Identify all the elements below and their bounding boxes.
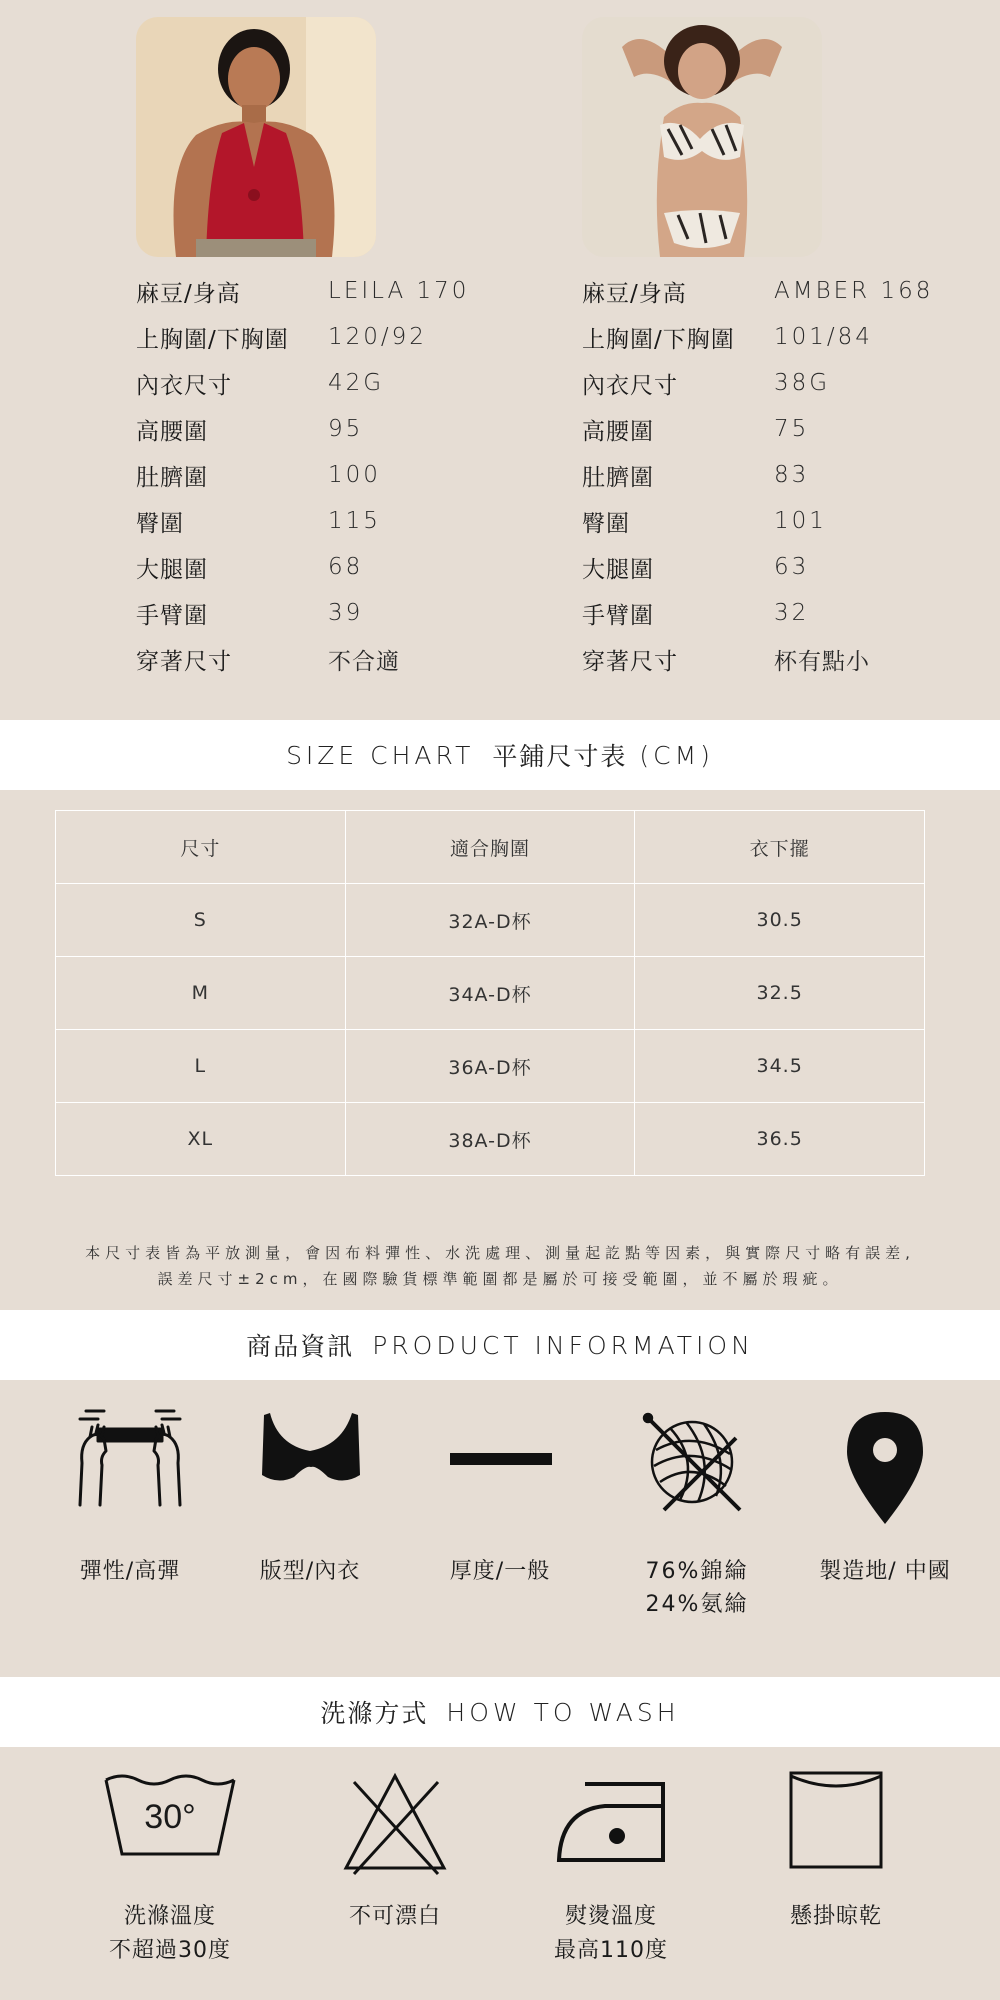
measure-row xyxy=(582,544,933,590)
measure-value: 101 xyxy=(774,508,827,534)
label-line: 版型/內衣 xyxy=(259,1559,361,1584)
measure-value: 杯有點小 xyxy=(774,648,870,675)
wash-label-iron xyxy=(511,1900,711,1968)
wash-tub-icon xyxy=(102,1770,238,1864)
size-chart-heading-zh: 平鋪尺寸表 xyxy=(492,742,628,771)
measure-row xyxy=(582,406,933,452)
model-measurements-amber xyxy=(582,268,933,682)
measure-row xyxy=(136,498,469,544)
measure-row xyxy=(582,590,933,636)
product-info-label-type xyxy=(210,1555,410,1588)
how-to-wash-heading xyxy=(0,1677,1000,1747)
product-info-heading-zh: 商品資訊 xyxy=(246,1332,355,1361)
measure-label: 麻豆/身高 xyxy=(136,280,241,307)
label-line: 製造地/ 中國 xyxy=(819,1559,951,1584)
table-row xyxy=(56,884,925,957)
product-info-heading xyxy=(0,1310,1000,1380)
product-info-label-elasticity xyxy=(30,1555,230,1588)
yarn-ball-icon xyxy=(640,1410,750,1524)
measure-value: 42G xyxy=(328,370,385,396)
stretch-hands-icon xyxy=(70,1405,190,1519)
measure-row xyxy=(136,360,469,406)
measure-value: 100 xyxy=(328,462,381,488)
size-chart-heading xyxy=(0,720,1000,790)
measure-value: LEILA 170 xyxy=(328,278,470,304)
measure-value: 83 xyxy=(774,462,810,488)
measure-row xyxy=(582,498,933,544)
table-row xyxy=(56,1030,925,1103)
measure-label: 肚臍圍 xyxy=(582,464,654,491)
measure-value: 68 xyxy=(328,554,364,580)
table-cell: 34.5 xyxy=(635,1030,925,1103)
bra-icon xyxy=(258,1405,364,1499)
measure-row xyxy=(582,268,933,314)
measure-row xyxy=(136,268,469,314)
label-line: 厚度/一般 xyxy=(449,1559,551,1584)
product-info-heading-en: PRODUCT INFORMATION xyxy=(372,1330,754,1360)
measure-label: 穿著尺寸 xyxy=(582,648,678,675)
iron-icon xyxy=(555,1780,667,1870)
no-bleach-icon xyxy=(340,1770,450,1880)
measure-label: 上胸圍/下胸圍 xyxy=(582,326,735,353)
location-pin-icon xyxy=(845,1410,925,1529)
product-info-label-material xyxy=(597,1555,797,1621)
measure-label: 大腿圍 xyxy=(136,556,208,583)
label-line: 洗滌溫度 xyxy=(123,1904,216,1929)
table-cell: 32.5 xyxy=(635,957,925,1030)
label-line: 不可漂白 xyxy=(348,1904,441,1929)
label-line: 最高110度 xyxy=(554,1938,668,1963)
product-info-label-origin xyxy=(785,1555,985,1588)
measure-value: 38G xyxy=(774,370,831,396)
measure-value: 75 xyxy=(774,416,810,442)
table-cell: XL xyxy=(56,1103,346,1176)
product-info-label-thickness xyxy=(400,1555,600,1588)
note-line: 誤差尺寸±2cm，在國際驗貨標準範圍都是屬於可接受範圍，並不屬於瑕疵。 xyxy=(157,1270,843,1288)
measure-row xyxy=(582,452,933,498)
label-line: 懸掛晾乾 xyxy=(789,1904,882,1929)
measurement-note xyxy=(20,1240,980,1292)
measure-label: 內衣尺寸 xyxy=(136,372,232,399)
measure-row xyxy=(136,544,469,590)
table-row xyxy=(56,1103,925,1176)
measure-value: 115 xyxy=(328,508,381,534)
table-cell: S xyxy=(56,884,346,957)
measure-value: 32 xyxy=(774,600,810,626)
label-line: 彈性/高彈 xyxy=(79,1559,181,1584)
size-chart-heading-unit: (CM) xyxy=(639,740,714,770)
wash-heading-en: HOW TO WASH xyxy=(446,1697,680,1727)
measure-row xyxy=(136,636,469,682)
table-cell: L xyxy=(56,1030,346,1103)
measure-row xyxy=(136,590,469,636)
label-line: 不超過30度 xyxy=(109,1938,231,1963)
measure-row xyxy=(136,406,469,452)
table-cell: M xyxy=(56,957,346,1030)
measure-row xyxy=(136,452,469,498)
measure-value: 101/84 xyxy=(774,324,873,350)
table-cell: 30.5 xyxy=(635,884,925,957)
measure-label: 手臂圍 xyxy=(136,602,208,629)
measure-label: 手臂圍 xyxy=(582,602,654,629)
measure-value: 不合適 xyxy=(328,648,400,675)
model-photo-leila xyxy=(136,17,376,257)
size-table-header-row xyxy=(56,811,925,884)
table-header: 衣下擺 xyxy=(635,811,925,884)
size-chart-heading-en: SIZE CHART xyxy=(286,740,475,770)
size-table xyxy=(55,810,925,1176)
model-measurements-leila xyxy=(136,268,469,682)
label-line: 76%錦綸 xyxy=(645,1559,749,1584)
wash-label-no-bleach xyxy=(295,1900,495,1934)
wash-temperature-symbol: 30° xyxy=(144,1798,196,1836)
measure-row xyxy=(582,314,933,360)
thickness-line-icon xyxy=(450,1452,552,1471)
table-cell: 38A-D杯 xyxy=(345,1103,635,1176)
measure-value: 63 xyxy=(774,554,810,580)
measure-row xyxy=(582,360,933,406)
measure-label: 大腿圍 xyxy=(582,556,654,583)
table-row xyxy=(56,957,925,1030)
measure-label: 臀圍 xyxy=(136,510,184,537)
table-cell: 34A-D杯 xyxy=(345,957,635,1030)
measure-value: AMBER 168 xyxy=(774,278,934,304)
measure-value: 95 xyxy=(328,416,364,442)
measure-label: 內衣尺寸 xyxy=(582,372,678,399)
measure-row xyxy=(582,636,933,682)
measure-label: 肚臍圍 xyxy=(136,464,208,491)
measure-label: 穿著尺寸 xyxy=(136,648,232,675)
wash-label-temperature xyxy=(70,1900,270,1968)
measure-label: 高腰圍 xyxy=(136,418,208,445)
table-cell: 36A-D杯 xyxy=(345,1030,635,1103)
table-header: 尺寸 xyxy=(56,811,346,884)
measure-label: 高腰圍 xyxy=(582,418,654,445)
table-cell: 36.5 xyxy=(635,1103,925,1176)
measure-label: 麻豆/身高 xyxy=(582,280,687,307)
model-photo-amber xyxy=(582,17,822,257)
label-line: 熨燙溫度 xyxy=(564,1904,657,1929)
measure-label: 上胸圍/下胸圍 xyxy=(136,326,289,353)
measure-value: 120/92 xyxy=(328,324,427,350)
wash-heading-zh: 洗滌方式 xyxy=(320,1699,429,1728)
note-line: 本尺寸表皆為平放測量，會因布料彈性、水洗處理、測量起訖點等因素，與實際尺寸略有誤差, xyxy=(85,1244,915,1262)
measure-row xyxy=(136,314,469,360)
label-line: 24%氨綸 xyxy=(645,1592,749,1617)
measure-value: 39 xyxy=(328,600,364,626)
table-header: 適合胸圍 xyxy=(345,811,635,884)
measure-label: 臀圍 xyxy=(582,510,630,537)
wash-label-hang-dry xyxy=(736,1900,936,1934)
hang-dry-icon xyxy=(788,1770,884,1874)
table-cell: 32A-D杯 xyxy=(345,884,635,957)
